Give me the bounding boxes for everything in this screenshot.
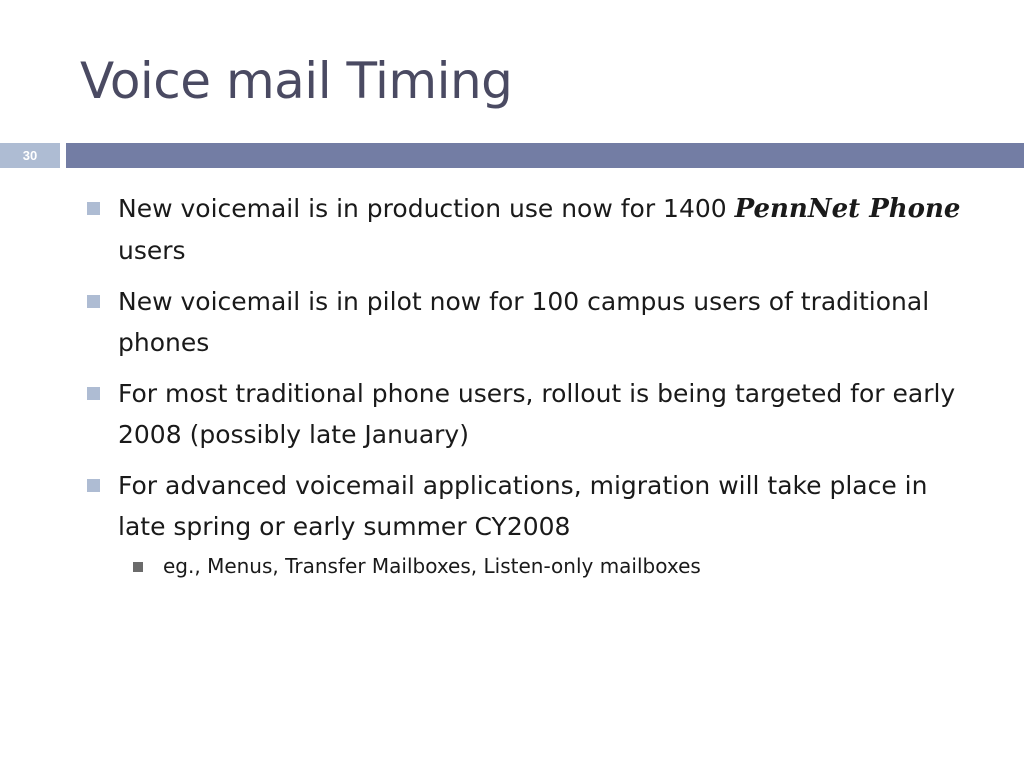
square-bullet-icon <box>87 202 100 215</box>
sub-bullet-item <box>80 551 980 581</box>
slide-number: 30 <box>0 143 60 168</box>
bullet-text: New voicemail is in pilot now for 100 campus users of traditional phones <box>118 287 930 357</box>
brand-name: PennNet Phone <box>734 194 961 224</box>
bullet-list <box>80 188 980 581</box>
bullet-item <box>80 373 980 455</box>
bullet-item <box>80 188 980 271</box>
bullet-text: New voicemail is in production use now for 1400 <box>118 194 735 223</box>
bullet-item <box>80 281 980 363</box>
square-bullet-icon <box>87 479 100 492</box>
bullet-text: For most traditional phone users, rollout is being targeted for early 2008 (possibly late January) <box>118 379 956 449</box>
bullet-text: users <box>118 236 186 265</box>
bullet-text: For advanced voicemail applications, migration will take place in late spring or early summer CY2008 <box>118 471 928 541</box>
square-bullet-icon <box>87 387 100 400</box>
square-sub-bullet-icon <box>133 562 143 572</box>
header-bar <box>66 143 1024 168</box>
sub-bullet-text: eg., Menus, Transfer Mailboxes, Listen-only mailboxes <box>163 554 701 578</box>
slide-title: Voice mail Timing <box>80 52 513 110</box>
bullet-item <box>80 465 980 547</box>
square-bullet-icon <box>87 295 100 308</box>
